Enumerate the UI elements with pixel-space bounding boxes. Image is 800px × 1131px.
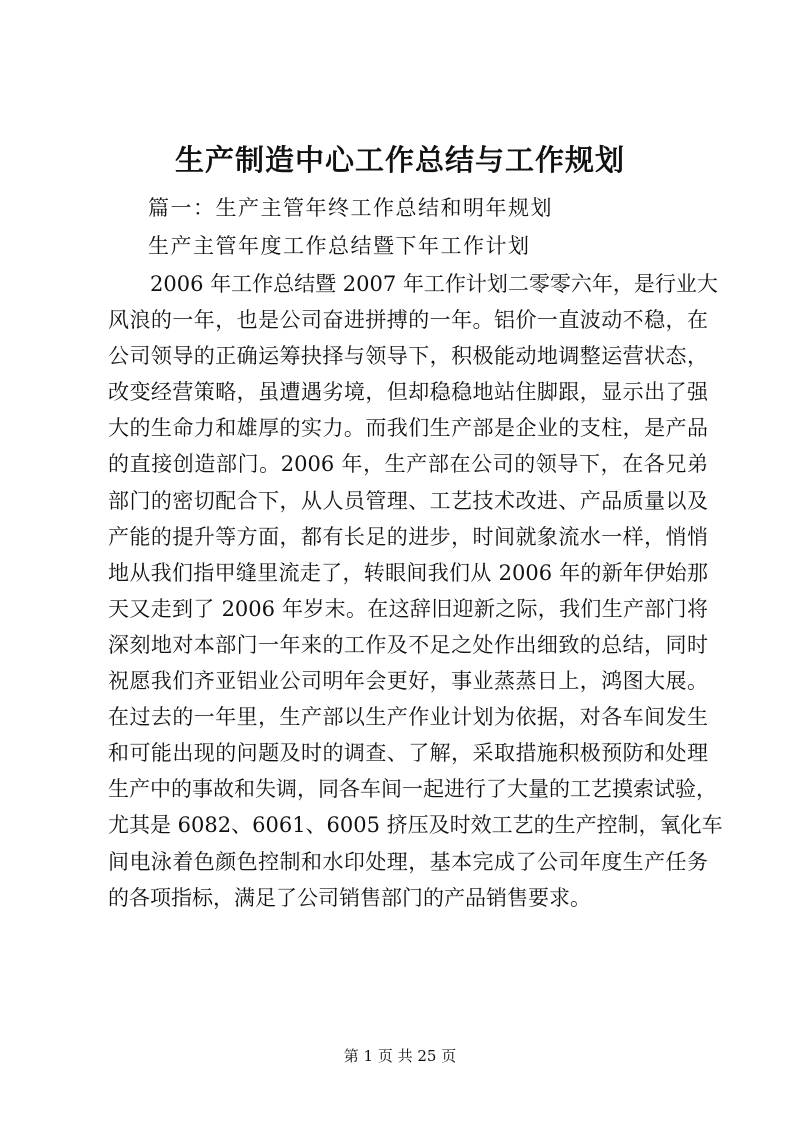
body-line: 生产中的事故和失调，同各车间一起进行了大量的工艺摸索试验，	[108, 777, 717, 802]
body-line: 和可能出现的问题及时的调查、了解，采取措施积极预防和处理	[108, 741, 708, 766]
body-line: 地从我们指甲缝里流走了，转眼间我们从 2006 年的新年伊始那	[108, 560, 708, 585]
page-number-footer: 第 1 页 共 25 页	[343, 1047, 457, 1065]
body-line: 部门的密切配合下，从人员管理、工艺技术改进、产品质量以及	[108, 488, 708, 513]
body-line: 天又走到了 2006 年岁末。在这辞旧迎新之际，我们生产部门将	[108, 596, 708, 621]
body-line: 的各项指标，满足了公司销售部门的产品销售要求。	[108, 885, 591, 910]
body-line: 大的生命力和雄厚的实力。而我们生产部是企业的支柱，是产品	[108, 416, 708, 441]
body-line: 深刻地对本部门一年来的工作及不足之处作出细致的总结，同时	[108, 632, 708, 657]
body-line: 产能的提升等方面，都有长足的进步，时间就象流水一样，悄悄	[108, 524, 708, 549]
body-line: 改变经营策略，虽遭遇劣境，但却稳稳地站住脚跟，显示出了强	[108, 380, 708, 405]
body-line: 尤其是 6082、6061、6005 挤压及时效工艺的生产控制，氧化车	[108, 813, 723, 838]
section-subheading: 篇一：生产主管年终工作总结和明年规划	[148, 196, 553, 220]
body-line: 间电泳着色颜色控制和水印处理，基本完成了公司年度生产任务	[108, 849, 708, 874]
body-line: 祝愿我们齐亚铝业公司明年会更好，事业蒸蒸日上，鸿图大展。	[108, 669, 708, 694]
body-line: 公司领导的正确运筹抉择与领导下，积极能动地调整运营状态，	[108, 344, 708, 369]
body-line: 在过去的一年里，生产部以生产作业计划为依据，对各车间发生	[108, 705, 708, 730]
document-title: 生产制造中心工作总结与工作规划	[174, 143, 625, 177]
body-line: 的直接创造部门。2006 年，生产部在公司的领导下，在各兄弟	[108, 452, 708, 477]
report-subheading: 生产主管年度工作总结暨下年工作计划	[148, 234, 531, 258]
body-line: 风浪的一年，也是公司奋进拼搏的一年。铝价一直波动不稳，在	[108, 308, 708, 333]
body-line: 2006 年工作总结暨 2007 年工作计划二零零六年，是行业大	[150, 272, 718, 296]
body-paragraph	[108, 266, 723, 916]
